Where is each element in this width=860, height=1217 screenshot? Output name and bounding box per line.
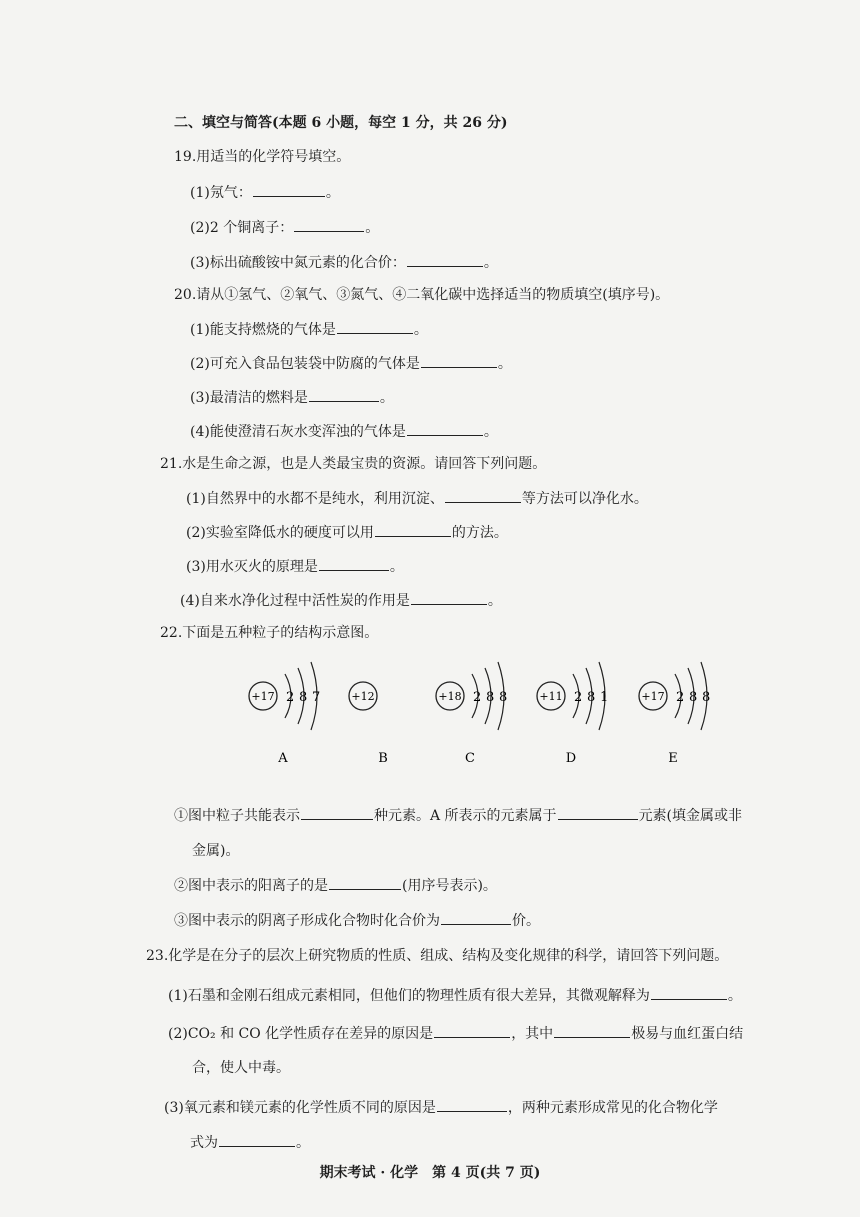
electron-count: 8: [702, 690, 711, 705]
nucleus-charge: +12: [351, 690, 375, 703]
q23-p2-mid: ，其中: [511, 1026, 554, 1042]
particle-structure-diagrams: [236, 648, 736, 778]
q21-p1-end: 等方法可以净化水。: [521, 491, 648, 507]
q23-stem: 23.化学是在分子的层次上研究物质的性质、组成、结构及变化规律的科学，请回答下列问题。: [146, 948, 729, 964]
q19-part3: [190, 253, 498, 272]
q22-sub1: [174, 806, 742, 825]
answer-blank[interactable]: [309, 388, 379, 402]
answer-blank[interactable]: [253, 183, 325, 197]
q22-s1-text: ①图中粒子共能表示: [174, 808, 300, 824]
q20-stem: 20.请从①氢气、②氧气、③氮气、④二氧化碳中选择适当的物质填空(填序号)。: [174, 287, 670, 303]
answer-blank[interactable]: [434, 1024, 510, 1038]
q23-p1-text: (1)石墨和金刚石组成元素相同，但他们的物理性质有很大差异，其微观解释为: [168, 988, 650, 1004]
answer-blank[interactable]: [421, 354, 497, 368]
q22-s2-end: (用序号表示)。: [402, 878, 497, 894]
q23-p2-end: 极易与血红蛋白结: [631, 1026, 744, 1042]
nucleus-charge: +11: [539, 690, 563, 703]
q19-p3-text: (3)标出硫酸铵中氮元素的化合价：: [190, 255, 406, 271]
electron-count: 2: [473, 690, 482, 705]
q22-s3-end: 价。: [512, 913, 540, 929]
electron-count: 8: [689, 690, 698, 705]
q20-p4-text: (4)能使澄清石灰水变浑浊的气体是: [190, 424, 406, 440]
answer-blank[interactable]: [407, 422, 483, 436]
particle-label: C: [465, 751, 475, 766]
answer-blank[interactable]: [337, 320, 413, 334]
electron-count: 8: [587, 690, 596, 705]
q19-p2-end: 。: [365, 220, 380, 236]
q20-p4-end: 。: [483, 424, 498, 440]
q23-part2-cont: 合，使人中毒。: [192, 1060, 290, 1076]
nucleus-charge: +17: [641, 690, 665, 703]
electron-count: 2: [676, 690, 685, 705]
q19-part2: [190, 218, 379, 237]
particle-b: [349, 682, 388, 766]
answer-blank[interactable]: [319, 557, 389, 571]
answer-blank[interactable]: [554, 1024, 630, 1038]
page-footer: 期末考试 · 化学 第 4 页(共 7 页): [319, 1165, 541, 1181]
q21-part4: [180, 591, 502, 610]
nucleus-charge: +18: [438, 690, 462, 703]
q20-p3-text: (3)最清洁的燃料是: [190, 390, 308, 406]
q22-sub1-cont: 金属)。: [192, 843, 240, 859]
q21-part1: [186, 489, 648, 508]
q21-p3-end: 。: [389, 559, 404, 575]
answer-blank[interactable]: [301, 806, 373, 820]
q21-stem: 21.水是生命之源，也是人类最宝贵的资源。请回答下列问题。: [160, 456, 547, 472]
particle-label: B: [378, 751, 388, 766]
section-header: 二、填空与简答(本题 6 小题，每空 1 分，共 26 分): [174, 115, 508, 131]
q23-part3: [164, 1098, 718, 1117]
q22-s1-end: 元素(填金属或非: [638, 808, 743, 824]
nucleus-charge: +17: [251, 690, 275, 703]
q23-p3-text: (3)氧元素和镁元素的化学性质不同的原因是: [164, 1100, 436, 1116]
q22-stem: 22.下面是五种粒子的结构示意图。: [160, 625, 379, 641]
q23-p3-end: ，两种元素形成常见的化合物化学: [507, 1100, 718, 1116]
electron-count: 1: [600, 690, 609, 705]
answer-blank[interactable]: [407, 253, 483, 267]
q22-s3-text: ③图中表示的阴离子形成化合物时化合价为: [174, 913, 440, 929]
q20-part1: [190, 320, 428, 339]
electron-count: 2: [574, 690, 583, 705]
particle-label: D: [565, 751, 577, 766]
q21-p4-text: (4)自来水净化过程中活性炭的作用是: [180, 593, 410, 609]
particle-label: E: [668, 751, 678, 766]
q22-sub2: [174, 876, 497, 895]
q20-p1-text: (1)能支持燃烧的气体是: [190, 322, 336, 338]
particle-d: [537, 662, 608, 766]
q23-p1-end: 。: [727, 988, 742, 1004]
electron-count: 8: [486, 690, 495, 705]
q23-p3-cont-text: 式为: [190, 1135, 218, 1151]
q23-part3-cont: [190, 1133, 310, 1152]
q21-part2: [186, 523, 508, 542]
q19-part1: [190, 183, 340, 202]
electron-count: 8: [299, 690, 308, 705]
q23-part2: [168, 1024, 743, 1043]
q21-p4-end: 。: [487, 593, 502, 609]
q23-p3-cont-end: 。: [296, 1135, 310, 1151]
answer-blank[interactable]: [294, 218, 364, 232]
q20-p2-end: 。: [497, 356, 512, 372]
q21-p1-text: (1)自然界中的水都不是纯水，利用沉淀、: [186, 491, 444, 507]
answer-blank[interactable]: [411, 591, 487, 605]
q21-p2-text: (2)实验室降低水的硬度可以用: [186, 525, 374, 541]
q21-part3: [186, 557, 404, 576]
answer-blank[interactable]: [375, 523, 451, 537]
electron-count: 8: [499, 690, 508, 705]
q20-part3: [190, 388, 394, 407]
q23-part1: [168, 986, 742, 1005]
q19-stem: 19.用适当的化学符号填空。: [174, 149, 351, 165]
q20-p3-end: 。: [379, 390, 394, 406]
q20-part2: [190, 354, 512, 373]
q22-s2-text: ②图中表示的阳离子的是: [174, 878, 328, 894]
particle-label: A: [278, 751, 288, 766]
q22-s1-mid: 种元素。A 所表示的元素属于: [374, 808, 557, 824]
electron-count: 2: [286, 690, 295, 705]
q19-p1-end: 。: [325, 185, 340, 201]
q20-p1-end: 。: [413, 322, 428, 338]
particle-e: [639, 662, 710, 766]
answer-blank[interactable]: [437, 1098, 507, 1112]
answer-blank[interactable]: [558, 806, 638, 820]
answer-blank[interactable]: [441, 911, 511, 925]
q20-part4: [190, 422, 498, 441]
particle-a: [249, 662, 320, 766]
answer-blank[interactable]: [445, 489, 521, 503]
q23-p2-text: (2)CO₂ 和 CO 化学性质存在差异的原因是: [168, 1026, 434, 1042]
electron-count: 7: [312, 690, 321, 705]
particle-c: [436, 662, 507, 766]
answer-blank[interactable]: [651, 986, 727, 1000]
q21-p2-end: 的方法。: [451, 525, 508, 541]
q20-p2-text: (2)可充入食品包装袋中防腐的气体是: [190, 356, 420, 372]
answer-blank[interactable]: [219, 1133, 295, 1147]
q22-sub3: [174, 911, 540, 930]
answer-blank[interactable]: [329, 876, 401, 890]
q19-p3-end: 。: [483, 255, 498, 271]
q19-p1-text: (1)氖气：: [190, 185, 252, 201]
q21-p3-text: (3)用水灭火的原理是: [186, 559, 318, 575]
q19-p2-text: (2)2 个铜离子：: [190, 220, 294, 236]
